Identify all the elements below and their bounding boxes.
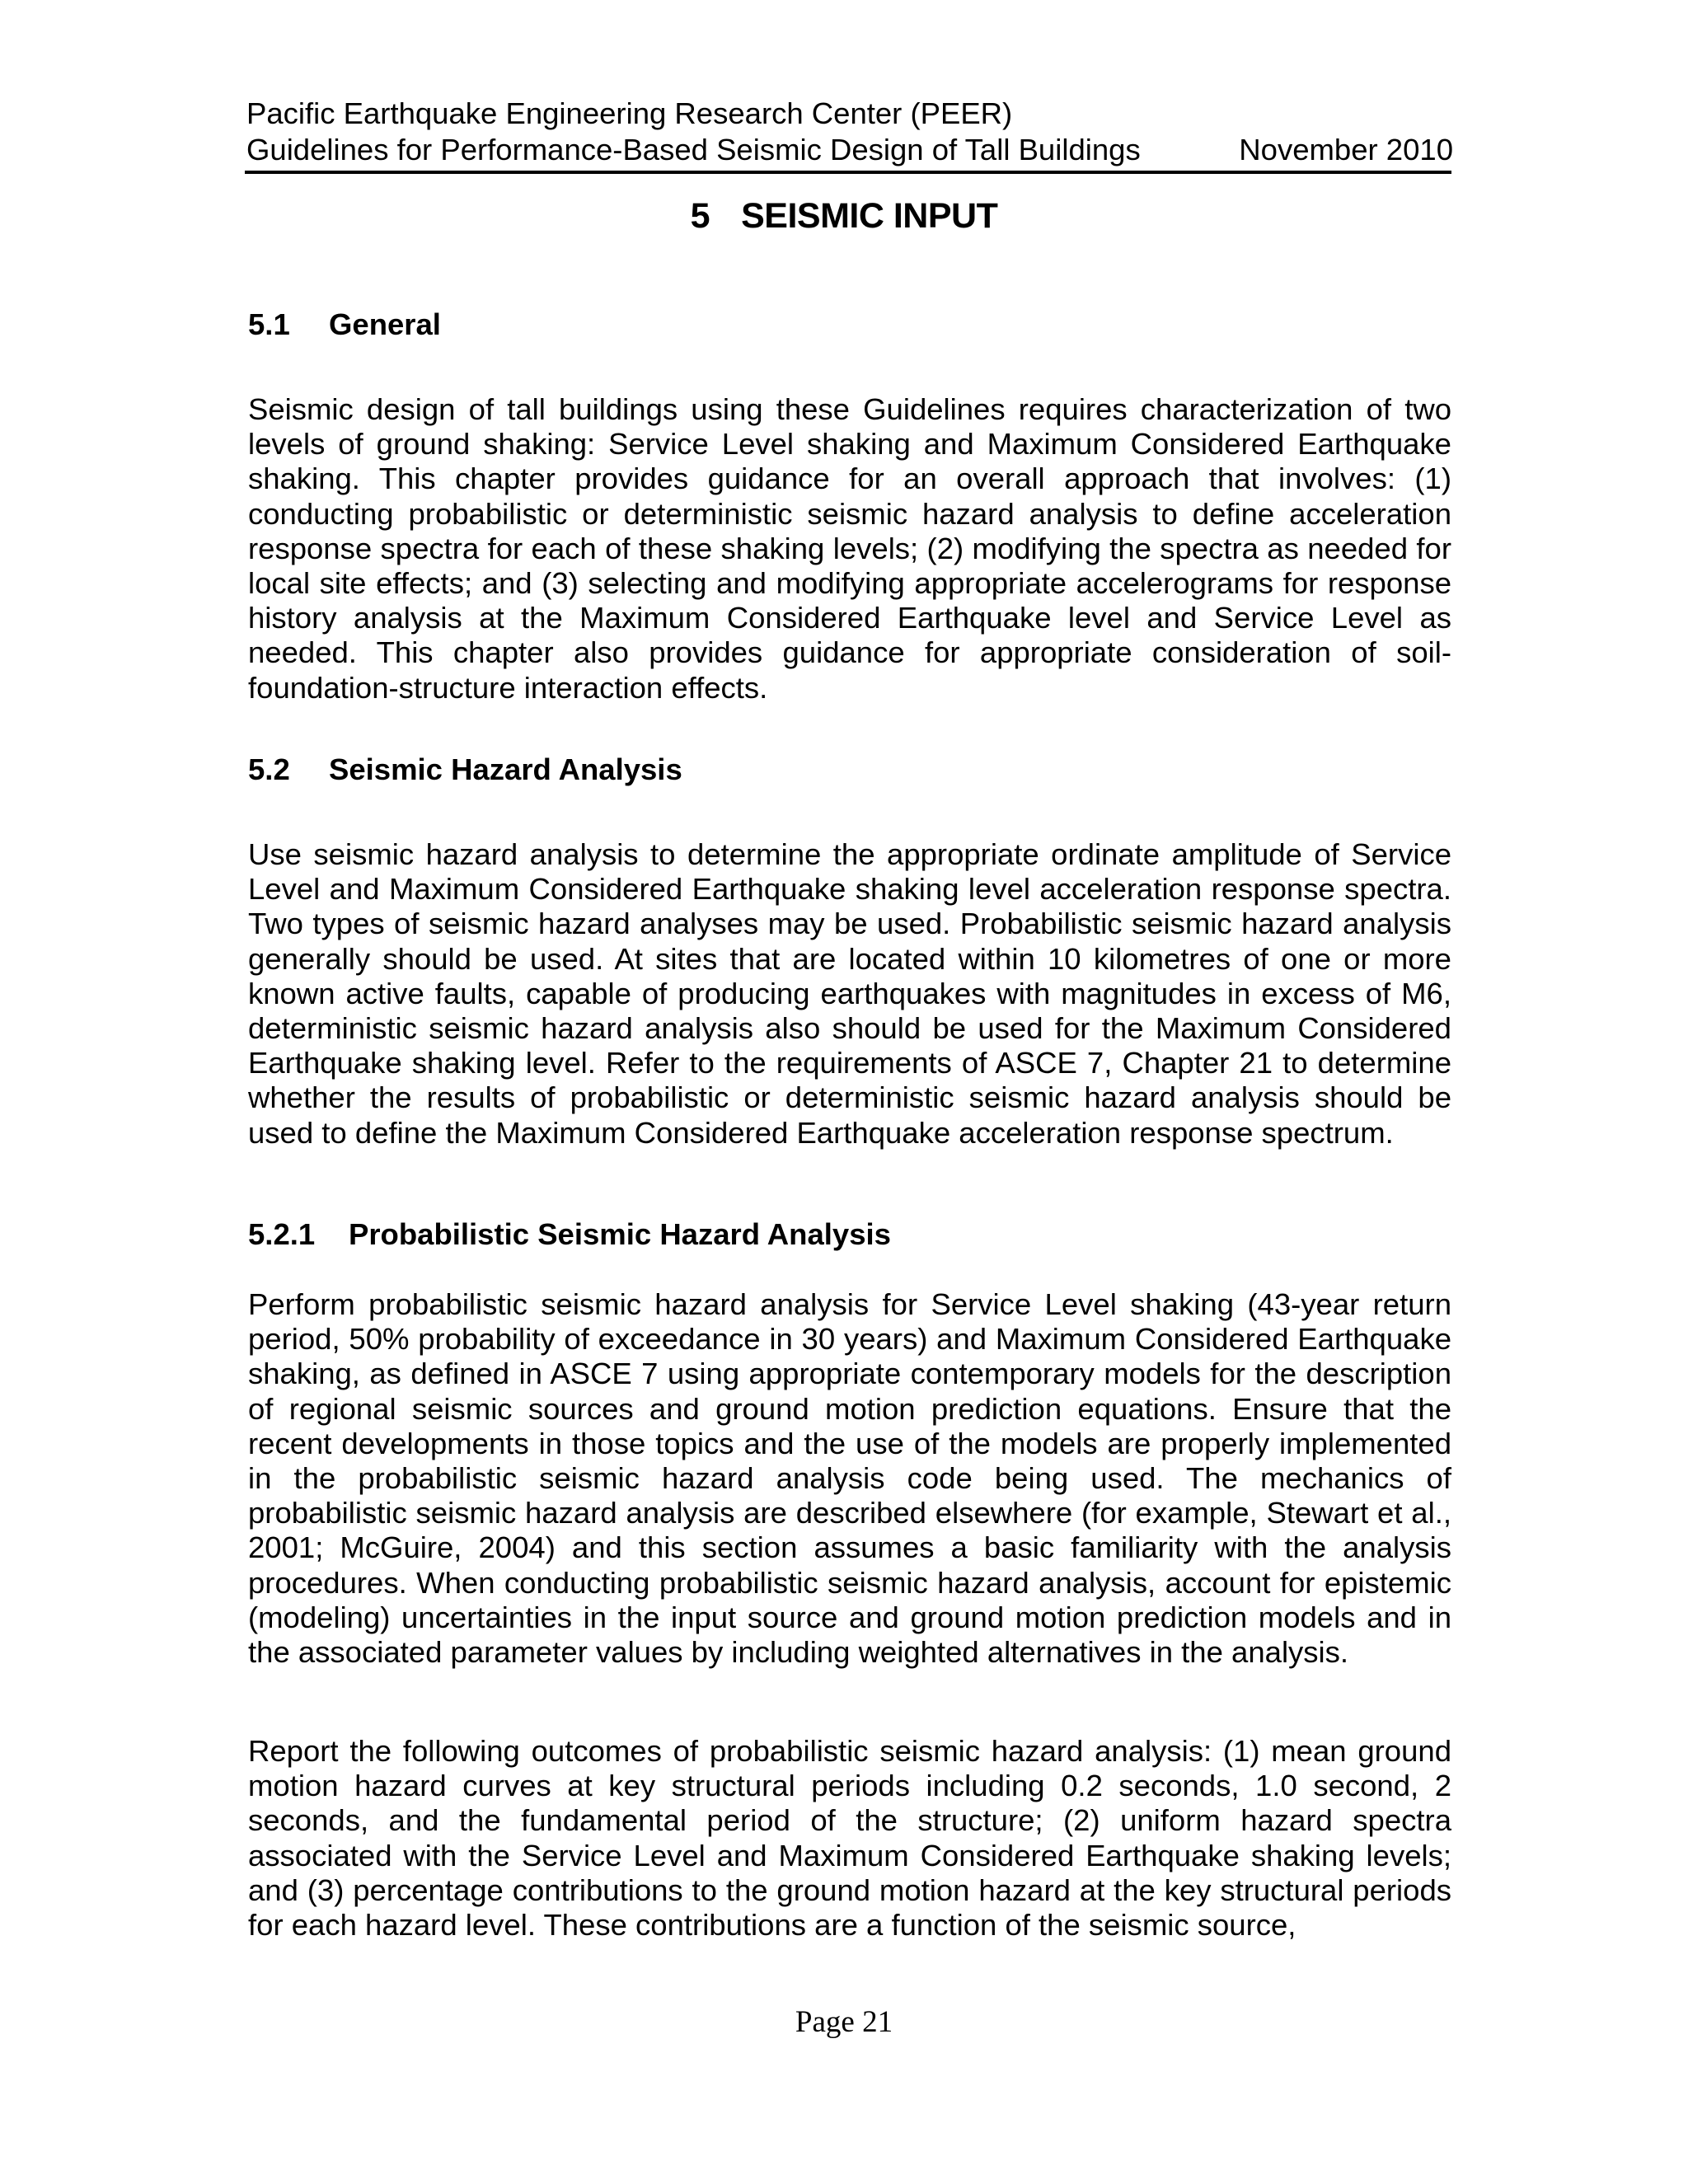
section-heading-5-2 xyxy=(248,752,682,788)
chapter-title-text: SEISMIC INPUT xyxy=(741,196,998,236)
running-header xyxy=(246,96,1453,168)
header-row xyxy=(246,132,1453,168)
section-5-2-1-paragraph-2: Report the following outcomes of probabilistic seismic hazard analysis: (1) mean ground motion hazard curves at key structural periods including 0.2 seconds, 1.0 second, 2 seconds, and the fundamental period of the structure; (2) uniform hazard spectra associated with the Service Level and Maximum Considered Earthquake shaking levels; and (3) percentage contributions to the ground motion hazard at the key structural periods for each hazard level. These contributions are a function of the seismic source, xyxy=(248,1734,1451,1943)
section-5-2-1-paragraph-1: Perform probabilistic seismic hazard analysis for Service Level shaking (43-year return period, 50% probability of exceedance in 30 years) and Maximum Considered Earthquake shaking, as defined in ASCE 7 using appropriate contemporary models for the description of regional seismic sources and ground motion prediction equations. Ensure that the recent developments in those topics and the use of the models are properly implemented in the probabilistic seismic hazard analysis code being used. The mechanics of probabilistic seismic hazard analysis are described elsewhere (for example, Stewart et al., 2001; McGuire, 2004) and this section assumes a basic familiarity with the analysis procedures. When conducting probabilistic seismic hazard analysis, account for epistemic (modeling) uncertainties in the input source and ground motion prediction models and in the associated parameter values by including weighted alternatives in the analysis. xyxy=(248,1287,1451,1670)
header-document-title: Guidelines for Performance-Based Seismic Design of Tall Buildings xyxy=(246,133,1141,166)
section-5-1-paragraph: Seismic design of tall buildings using these Guidelines requires characterization of two levels of ground shaking: Service Level shaking and Maximum Considered Earthquake shaking. This chapter provides guidance for an overall approach that involves: (1) conducting probabilistic or deterministic seismic hazard analysis to define acceleration response spectra for each of these shaking levels; (2) modifying the spectra as needed for local site effects; and (3) selecting and modifying appropriate accelerograms for response history analysis at the Maximum Considered Earthquake level and Service Level as needed. This chapter also provides guidance for appropriate consideration of soil-foundation-structure interaction effects. xyxy=(248,392,1451,705)
section-title: Seismic Hazard Analysis xyxy=(329,752,682,786)
section-number: 5.2 xyxy=(248,752,290,786)
section-number: 5.1 xyxy=(248,307,290,341)
header-organization: Pacific Earthquake Engineering Research Center (PEER) xyxy=(246,96,1013,130)
chapter-title xyxy=(0,194,1688,237)
section-5-2-paragraph: Use seismic hazard analysis to determine the appropriate ordinate amplitude of Service Level and Maximum Considered Earthquake shaking level acceleration response spectra. Two types of seismic hazard analyses may be used. Probabilistic seismic hazard analysis generally should be used. At sites that are located within 10 kilometres of one or more known active faults, capable of producing earthquakes with magnitudes in excess of M6, deterministic seismic hazard analysis also should be used for the Maximum Considered Earthquake shaking level. Refer to the requirements of ASCE 7, Chapter 21 to determine whether the results of probabilistic or deterministic seismic hazard analysis should be used to define the Maximum Considered Earthquake acceleration response spectrum. xyxy=(248,837,1451,1150)
section-heading-5-1 xyxy=(248,307,441,343)
section-title: General xyxy=(329,307,441,341)
section-title: Probabilistic Seismic Hazard Analysis xyxy=(349,1217,891,1251)
header-divider xyxy=(245,171,1451,174)
section-heading-5-2-1 xyxy=(248,1216,891,1253)
page-number: Page 21 xyxy=(795,2005,893,2039)
section-number: 5.2.1 xyxy=(248,1217,316,1251)
header-date: November 2010 xyxy=(1239,133,1453,166)
chapter-number: 5 xyxy=(690,196,710,236)
